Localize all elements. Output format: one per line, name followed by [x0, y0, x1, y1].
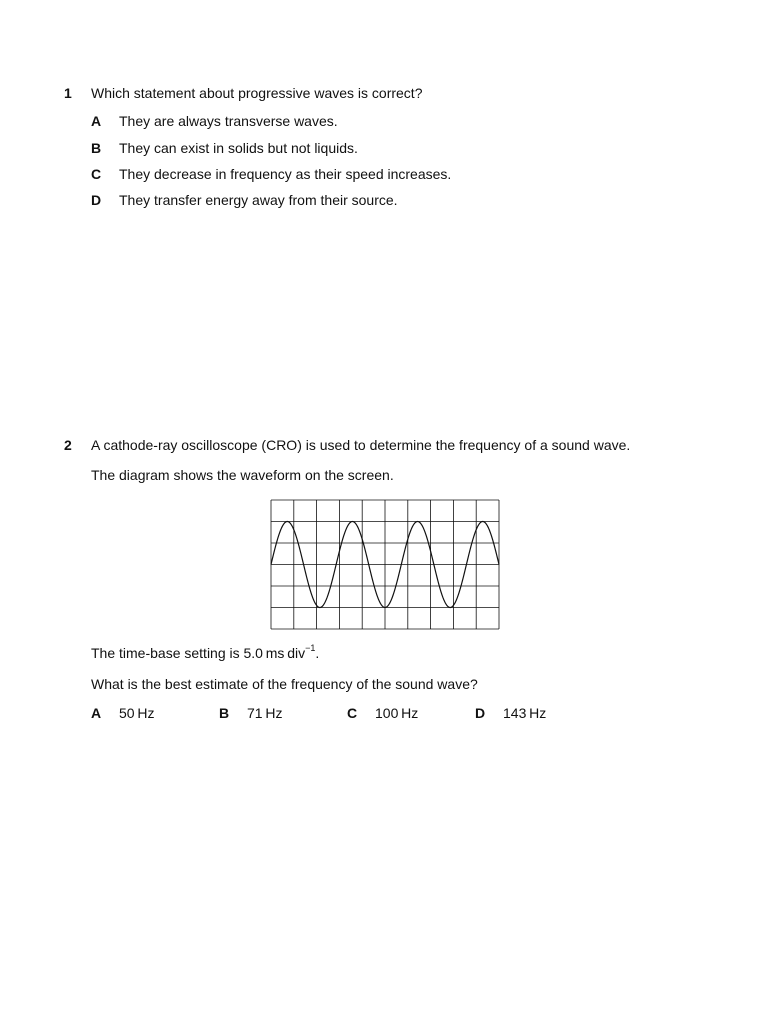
timebase-text: The time-base setting is 5.0 ms div	[91, 645, 306, 661]
question-1-stem: Which statement about progressive waves is correct?	[91, 85, 423, 101]
cro-grid	[271, 500, 499, 629]
option-letter: B	[91, 140, 102, 156]
option-letter: B	[219, 705, 230, 721]
question-2-number: 2	[64, 437, 72, 453]
timebase-exponent: −1	[305, 643, 316, 654]
option-letter: A	[91, 705, 102, 721]
option-letter: C	[91, 166, 102, 182]
timebase-suffix: .	[315, 645, 320, 661]
option-text: 50 Hz	[119, 705, 155, 721]
option-text: 71 Hz	[247, 705, 283, 721]
diagram-intro: The diagram shows the waveform on the screen.	[91, 467, 394, 483]
question-2-prompt: What is the best estimate of the frequency of the sound wave?	[91, 676, 478, 692]
option-text: They decrease in frequency as their speed increases.	[119, 166, 452, 182]
option-letter: D	[475, 705, 486, 721]
timebase-setting	[91, 645, 319, 661]
option-text: 100 Hz	[375, 705, 419, 721]
option-text: 143 Hz	[503, 705, 547, 721]
option-text: They are always transverse waves.	[119, 113, 338, 129]
option-letter: D	[91, 192, 102, 208]
cro-waveform-diagram	[270, 499, 500, 630]
option-text: They transfer energy away from their source.	[119, 192, 398, 208]
option-letter: C	[347, 705, 358, 721]
question-2-stem: A cathode-ray oscilloscope (CRO) is used to determine the frequency of a sound wave.	[91, 437, 631, 453]
option-text: They can exist in solids but not liquids.	[119, 140, 358, 156]
question-1-number: 1	[64, 85, 72, 101]
option-letter: A	[91, 113, 102, 129]
